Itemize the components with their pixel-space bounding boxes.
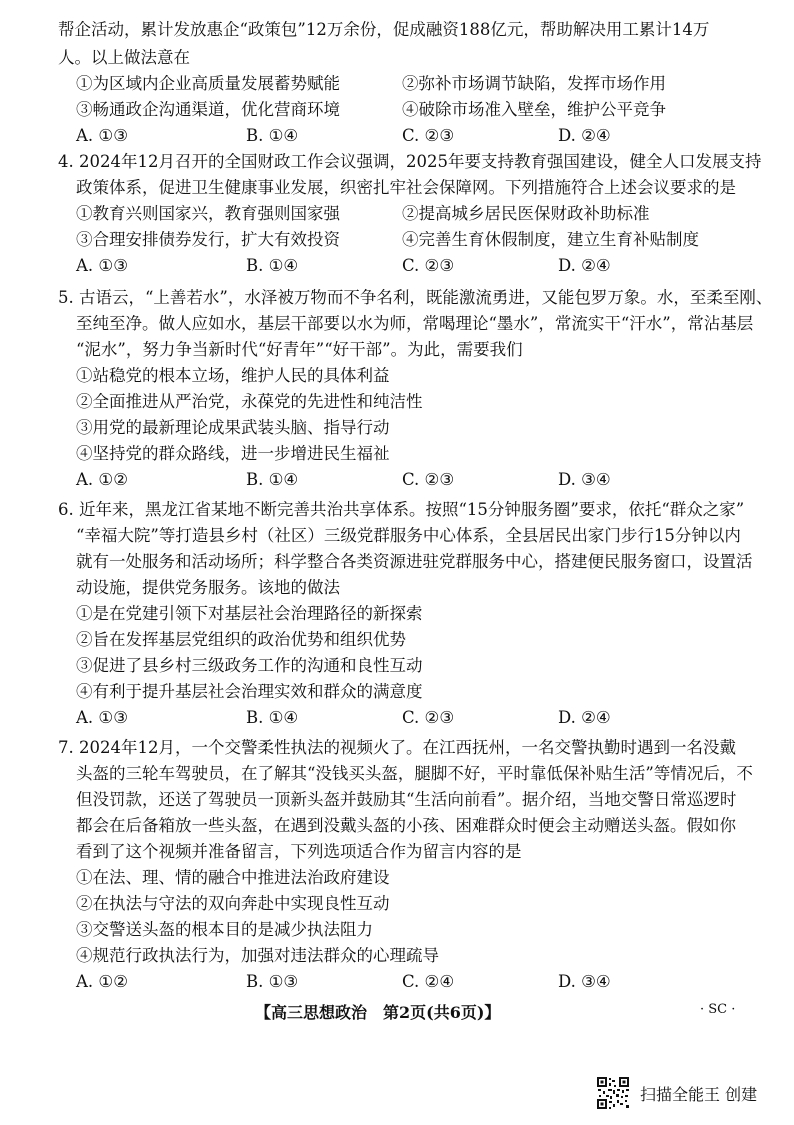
scanner-watermark [596,1076,786,1116]
q4-stem-line-1: 4. 2024年12月召开的全国财政工作会议强调，2025年要支持教育强国建设，健全人口发展支持 [58,152,762,171]
option-d[interactable]: D. ③④ [558,470,611,489]
q4-statements-row-2 [76,228,736,252]
option-a[interactable]: A. ①② [76,470,128,489]
option-c[interactable]: C. ②③ [402,126,455,145]
q7-statement-3: ③交警送头盔的根本目的是减少执法阻力 [76,920,373,939]
q4-statements-row-1 [76,202,736,226]
intro-line-1: 帮企活动，累计发放惠企“政策包”12万余份，促成融资188亿元，帮助解决用工累计14万 [58,20,710,39]
q6-statement-3: ③促进了县乡村三级政务工作的沟通和良性互动 [76,656,423,675]
statement-1: ①教育兴则国家兴，教育强则国家强 [76,204,340,223]
statement-4: ④破除市场准入壁垒，维护公平竞争 [402,100,666,119]
option-d[interactable]: D. ②④ [558,126,611,145]
q6-stem-line-1: 6. 近年来，黑龙江省某地不断完善共治共享体系。按照“15分钟服务圈”要求，依托“群众之家” [58,500,745,519]
option-a[interactable]: A. ①② [76,972,128,991]
q7-statement-1: ①在法、理、情的融合中推进法治政府建设 [76,868,390,887]
option-b[interactable]: B. ①④ [246,126,299,145]
statement-4: ④完善生育休假制度，建立生育补贴制度 [402,230,699,249]
q6-stem-line-4: 动设施，提供党务服务。该地的做法 [76,578,340,597]
footer-code: · SC · [700,1002,736,1017]
option-c[interactable]: C. ②④ [402,972,455,991]
intro-statements-row-2 [76,98,736,122]
footer-title: 【高三思想政治 第2页(共6页)】 [255,1003,501,1022]
statement-2: ②提高城乡居民医保财政补助标准 [402,204,650,223]
q5-stem-line-1: 5. 古语云，“上善若水”，水泽被万物而不争名利，既能激流勇进，又能包罗万象。水，至柔至刚、 [58,288,773,307]
q7-stem-line-3: 但没罚款，还送了驾驶员一顶新头盔并鼓励其“生活向前看”。据介绍，当地交警日常巡逻时 [76,790,737,809]
q6-statement-2: ②旨在发挥基层党组织的政治优势和组织优势 [76,630,406,649]
q5-statement-2: ②全面推进从严治党，永葆党的先进性和纯洁性 [76,392,423,411]
option-b[interactable]: B. ①③ [246,972,299,991]
q7-stem-line-5: 看到了这个视频并准备留言，下列选项适合作为留言内容的是 [76,842,522,861]
q5-statement-1: ①站稳党的根本立场，维护人民的具体利益 [76,366,390,385]
q5-stem-line-2: 至纯至净。做人应如水，基层干部要以水为师，常喝理论“墨水”，常流实干“汗水”，常沾基层 [76,314,754,333]
statement-1: ①为区域内企业高质量发展蓄势赋能 [76,74,340,93]
q7-options [76,970,736,994]
statement-2: ②弥补市场调节缺陷，发挥市场作用 [402,74,666,93]
option-b[interactable]: B. ①④ [246,256,299,275]
intro-statements-row-1 [76,72,736,96]
q5-options [76,468,736,492]
option-d[interactable]: D. ②④ [558,256,611,275]
statement-3: ③畅通政企沟通渠道，优化营商环境 [76,100,340,119]
q6-stem-line-3: 就有一处服务和活动场所；科学整合各类资源进驻党群服务中心，搭建便民服务窗口，设置活 [76,552,753,571]
option-c[interactable]: C. ②③ [402,708,455,727]
q4-stem-line-2: 政策体系，促进卫生健康事业发展，织密扎牢社会保障网。下列措施符合上述会议要求的是 [76,178,736,197]
option-c[interactable]: C. ②③ [402,470,455,489]
q7-stem-line-4: 都会在后备箱放一些头盔，在遇到没戴头盔的小孩、困难群众时便会主动赠送头盔。假如你 [76,816,736,835]
page-footer [0,1000,794,1030]
option-d[interactable]: D. ③④ [558,972,611,991]
q7-statement-2: ②在执法与守法的双向奔赴中实现良性互动 [76,894,390,913]
q5-statement-3: ③用党的最新理论成果武装头脑、指导行动 [76,418,390,437]
qr-code-icon [596,1076,630,1110]
q6-stem-line-2: “幸福大院”等打造县乡村（社区）三级党群服务中心体系，全县居民出家门步行15分钟以内 [76,526,741,545]
option-a[interactable]: A. ①③ [76,126,128,145]
intro-line-2: 人。以上做法意在 [58,48,190,67]
scanner-label: 扫描全能王 创建 [640,1085,758,1104]
q4-options [76,254,736,278]
q5-statement-4: ④坚持党的群众路线，进一步增进民生福祉 [76,444,390,463]
option-d[interactable]: D. ②④ [558,708,611,727]
option-a[interactable]: A. ①③ [76,708,128,727]
q7-stem-line-1: 7. 2024年12月，一个交警柔性执法的视频火了。在江西抚州，一名交警执勤时遇到一名没戴 [58,738,736,757]
q7-statement-4: ④规范行政执法行为，加强对违法群众的心理疏导 [76,946,439,965]
option-b[interactable]: B. ①④ [246,470,299,489]
option-a[interactable]: A. ①③ [76,256,128,275]
q6-statement-1: ①是在党建引领下对基层社会治理路径的新探索 [76,604,423,623]
q5-stem-line-3: “泥水”，努力争当新时代“好青年”“好干部”。为此，需要我们 [76,340,523,359]
option-c[interactable]: C. ②③ [402,256,455,275]
statement-3: ③合理安排债券发行，扩大有效投资 [76,230,340,249]
intro-options [76,124,736,148]
q6-options [76,706,736,730]
option-b[interactable]: B. ①④ [246,708,299,727]
q6-statement-4: ④有利于提升基层社会治理实效和群众的满意度 [76,682,423,701]
q7-stem-line-2: 头盔的三轮车驾驶员，在了解其“没钱买头盔，腿脚不好，平时靠低保补贴生活”等情况后，不 [76,764,753,783]
